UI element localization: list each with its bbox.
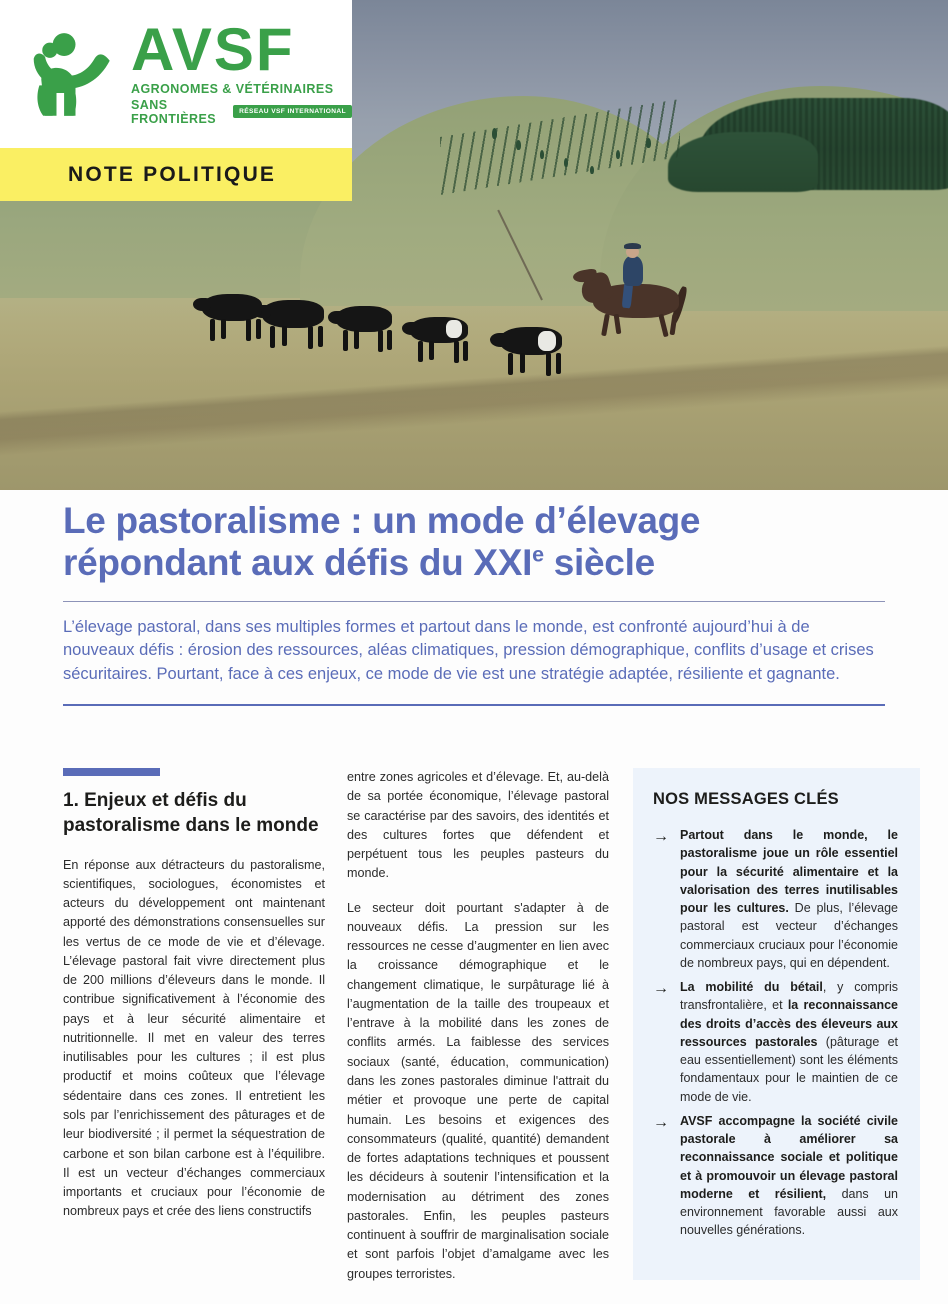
key-message-text xyxy=(680,826,898,972)
standfirst-paragraph: L’élevage pastoral, dans ses multiples formes et partout dans le monde, est confronté aujourd’hui à de nouveaux défis : érosion des ressources, aléas climatiques, pression démographique, conflits d’usage et crises sécuritaires. Pourtant, face à ces enjeux, ce mode de vie est une stratégie adaptée, résiliente et gagnante. xyxy=(63,617,874,684)
title-divider-bottom xyxy=(63,704,885,706)
cow xyxy=(404,313,484,369)
tree-speck xyxy=(646,138,651,148)
tree-speck xyxy=(516,140,521,150)
tree-speck xyxy=(564,158,568,167)
arrow-right-icon: → xyxy=(653,828,669,845)
key-message-item xyxy=(653,1112,898,1240)
key-message-normal: De plus, l’élevage pastoral est vecteur d’échanges commerciaux cruciaux pour l’économie de nombreux pays, qui en dépendent. xyxy=(680,901,898,970)
logo-wordmark: AVSF xyxy=(131,16,295,84)
key-message-normal: , y compris transfrontalière, et xyxy=(680,980,898,1013)
cow xyxy=(492,323,576,381)
arrow-right-icon: → xyxy=(653,1113,669,1131)
document-type-label: NOTE POLITIQUE xyxy=(68,162,277,186)
avsf-logo xyxy=(0,0,352,148)
tree-speck xyxy=(492,128,497,139)
horse-leg xyxy=(601,314,610,337)
key-message-item xyxy=(653,978,898,1106)
title-block xyxy=(63,500,885,706)
key-message-bold: Partout dans le monde, le pastoralisme joue un rôle essentiel pour la sécurité alimentaire et la valorisation des terres inutilisables pour les cultures. xyxy=(680,828,898,915)
section-heading: 1. Enjeux et défis du pastoralisme dans le monde xyxy=(63,790,319,837)
horse-leg xyxy=(658,314,668,338)
herder-on-horseback xyxy=(575,272,701,334)
network-badge: RÉSEAU VSF INTERNATIONAL xyxy=(233,105,352,118)
page-title xyxy=(63,500,885,584)
key-message-normal-2: (pâturage et eau essentiellement) sont les éléments fondamentaux pour le maintien de ce mode de vie. xyxy=(680,1034,898,1104)
title-divider-top xyxy=(63,601,885,602)
column-one xyxy=(63,768,325,1288)
section-accent-bar xyxy=(63,768,160,776)
document-type-banner xyxy=(0,148,352,201)
rider-cap xyxy=(624,243,641,249)
key-messages-title: NOS MESSAGES CLÉS xyxy=(653,790,839,808)
title-line-2-pre: répondant aux défis du XXI xyxy=(63,541,533,583)
tree-speck xyxy=(590,166,594,174)
rider-torso xyxy=(623,256,643,286)
key-message-item xyxy=(653,826,898,972)
body-paragraph: En réponse aux détracteurs du pastoralisme, scientifiques, sociologues, économistes et acteurs du développement ont maintenant apporté des démonstrations consensuelles sur les vertus de ce mode de vie et d’élevage. L’élevage pastoral fait vivre directement plus de 200 millions d’éleveurs dans le monde. Il contribue significativement à l’économie des pays et à leur sécurité alimentaire et nutritionnelle. Il met en valeur des terres inutilisables pour les cultures ; il est plus productif et moins coûteux que l’élevage sédentaire dans ces zones. Il entretient les sols par l’enrichissement des pâturages et de leur biodiversité ; il permet la séquestration de carbone et son bilan carbone est à l’équilibre. Il est un vecteur d’échanges commerciaux importants et cruciaux pour l’économie de nombreux pays et crée des liens constructifs xyxy=(63,857,325,1219)
key-message-text xyxy=(680,1112,898,1240)
column-two xyxy=(347,768,609,1288)
tree-speck xyxy=(616,150,620,159)
key-messages-box xyxy=(633,768,920,1280)
conifer-forest-secondary xyxy=(668,132,818,192)
logo-subtitle-line2: SANS FRONTIÈRES xyxy=(131,97,217,126)
arrow-right-icon: → xyxy=(653,980,669,997)
body-paragraph: Le secteur doit pourtant s'adapter à de nouveaux défis. La pression sur les ressources ne cesse d’augmenter en lien avec la croissance démographique et le changement climatique, le surpâturage lié à l’augmentation de la taille des troupeaux et l’entrave à la mobilité dans les zones de conflits armés. La faiblesse des services sociaux (santé, éducation, communication) dans les zones pastorales diminue l'attrait du métier et provoque une perte de capital humain. Les besoins et exigences des consommateurs (qualité, quantité) demandent de fortes adaptations techniques et poussent les décideurs à soutenir l’intensification et la modernisation au détriment des zones pastorales. Enfin, les peuples pasteurs continuent à souffrir de marginalisation sociale et sont parfois l’objet d’amalgame avec les groupes terroristes. xyxy=(347,900,609,1281)
key-message-text xyxy=(680,978,898,1106)
running-person-icon xyxy=(28,28,123,120)
tree-speck xyxy=(540,150,544,159)
title-line-1: Le pastoralisme : un mode d’élevage xyxy=(63,500,701,541)
body-paragraph: entre zones agricoles et d’élevage. Et, au-delà de sa portée économique, l’élevage pastoral se caractérise par des savoirs, des identités et des cultures fortes que défendent et perpétuent tous les peuples pasteurs du monde. xyxy=(347,770,609,881)
key-message-bold: La mobilité du bétail xyxy=(680,980,823,994)
key-message-bold: AVSF accompagne la société civile pastorale à améliorer sa reconnaissance sociale et politique et à promouvoir un élevage pastoral moderne et résilient, xyxy=(680,1113,898,1201)
horse-leg xyxy=(670,314,678,335)
key-message-normal: dans un environnement favorable aussi aux nouvelles générations. xyxy=(680,1186,898,1238)
cow xyxy=(330,302,408,356)
title-line-2-post: siècle xyxy=(543,541,655,583)
title-ordinal-suffix: e xyxy=(532,542,544,567)
cow xyxy=(196,290,276,344)
logo-subtitle-line1: AGRONOMES & VÉTÉRINAIRES xyxy=(131,81,334,96)
key-message-bold-2: la reconnaissance des droits d’accès des éleveurs aux ressources pastorales xyxy=(680,998,898,1049)
